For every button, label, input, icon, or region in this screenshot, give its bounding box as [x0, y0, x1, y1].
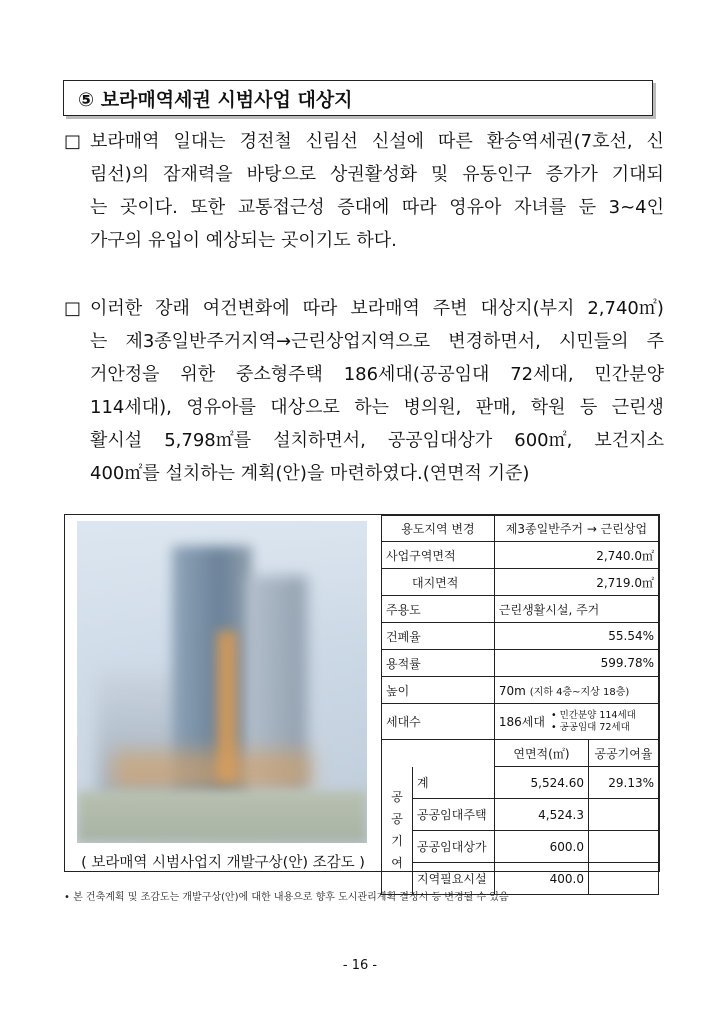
- paragraph-2-line-5: 활시설 5,798㎡를 설치하면서, 공공임대상가 600㎡, 보건지소: [90, 430, 664, 451]
- paragraph-2: [64, 292, 664, 490]
- site-figure: [64, 514, 660, 886]
- paragraph-1-line-2: 림선)의 잠재력을 바탕으로 상권활성화 및 유동인구 증가가 기대되: [90, 164, 664, 185]
- community-facility-label: 지역필요시설: [417, 871, 487, 886]
- building-rendering-image: [77, 521, 367, 843]
- households-public: • 공공임대 72세대: [550, 721, 630, 733]
- main-use-label: 주용도: [382, 596, 495, 623]
- paragraph-2-line-2: 는 제3종일반주거지역→근린상업지역으로 변경하면서, 시민들의 주: [90, 331, 664, 352]
- total-area: 5,524.60: [494, 767, 588, 799]
- zoning-value: 제3종일반주거 → 근린상업: [494, 516, 658, 542]
- paragraph-2-line-3: 거안정을 위한 중소형주택 186세대(공공임대 72세대, 민간분양: [90, 364, 664, 385]
- households-label: 세대수: [382, 704, 495, 740]
- district-area-label: 사업구역면적: [382, 542, 495, 569]
- public-contribution-group-label: 공 공 기 여: [382, 767, 413, 895]
- contribution-header: 공공기여율: [588, 740, 658, 767]
- district-area-value: 2,740.0㎡: [494, 542, 658, 569]
- section-title-box: [63, 80, 653, 116]
- paragraph-2-line-1: 이러한 장래 여건변화에 따라 보라매역 주변 대상지(부지 2,740㎡): [90, 298, 664, 319]
- site-info-table: [381, 515, 659, 895]
- zoning-label: 용도지역 변경: [382, 516, 495, 542]
- paragraph-1: [64, 125, 664, 257]
- coverage-label: 건폐율: [382, 623, 495, 650]
- main-use-value: 근린생활시설, 주거: [494, 596, 658, 623]
- site-area-value: 2,719.0㎡: [494, 569, 658, 596]
- site-area-label: 대지면적: [382, 569, 495, 596]
- rendering-area: [65, 515, 381, 871]
- figure-caption: ( 보라매역 시범사업지 개발구상(안) 조감도 ): [81, 855, 365, 871]
- section-title: ⑤ 보라매역세권 시범사업 대상지: [78, 88, 353, 111]
- coverage-value: 55.54%: [494, 623, 658, 650]
- total-rate: 29.13%: [588, 767, 658, 799]
- floor-area-header: 연면적(㎡): [494, 740, 588, 767]
- total-label: 계: [413, 767, 494, 799]
- height-value: 70m: [498, 683, 526, 698]
- paragraph-1-line-1: 보라매역 일대는 경전철 신림선 신설에 따른 환승역세권(7호선, 신: [90, 131, 664, 152]
- paragraph-2-line-4: 114세대), 영유아를 대상으로 하는 병의원, 판매, 학원 등 근린생: [90, 397, 664, 418]
- far-label: 용적률: [382, 650, 495, 677]
- bullet-square: □: [64, 131, 82, 152]
- public-rental-housing-label: 공공임대주택: [413, 799, 494, 831]
- paragraph-1-line-3: 는 곳이다. 또한 교통접근성 증대에 따라 영유아 자녀를 둔 3~4인: [90, 197, 664, 218]
- footnote: • 본 건축계획 및 조감도는 개발구상(안)에 대한 내용으로 향후 도시관리계획 결정시 등 변경될 수 있음: [64, 892, 509, 903]
- page-number: - 16 -: [342, 958, 378, 973]
- height-note: (지하 4층~지상 18층): [529, 686, 630, 698]
- bullet-square: □: [64, 298, 82, 319]
- public-rental-store-area: 600.0: [494, 831, 588, 863]
- community-facility-area: 400.0: [494, 863, 588, 895]
- public-rental-store-label: 공공임대상가: [413, 831, 494, 863]
- households-private: • 민간분양 114세대: [550, 709, 636, 721]
- paragraph-2-line-6: 400㎡를 설치하는 계획(안)을 마련하였다.(연면적 기준): [90, 463, 530, 484]
- paragraph-1-line-4: 가구의 유입이 예상되는 곳이기도 하다.: [90, 230, 397, 251]
- households-value: 186세대: [498, 715, 545, 729]
- far-value: 599.78%: [494, 650, 658, 677]
- height-label: 높이: [382, 677, 495, 704]
- public-rental-housing-area: 4,524.3: [494, 799, 588, 831]
